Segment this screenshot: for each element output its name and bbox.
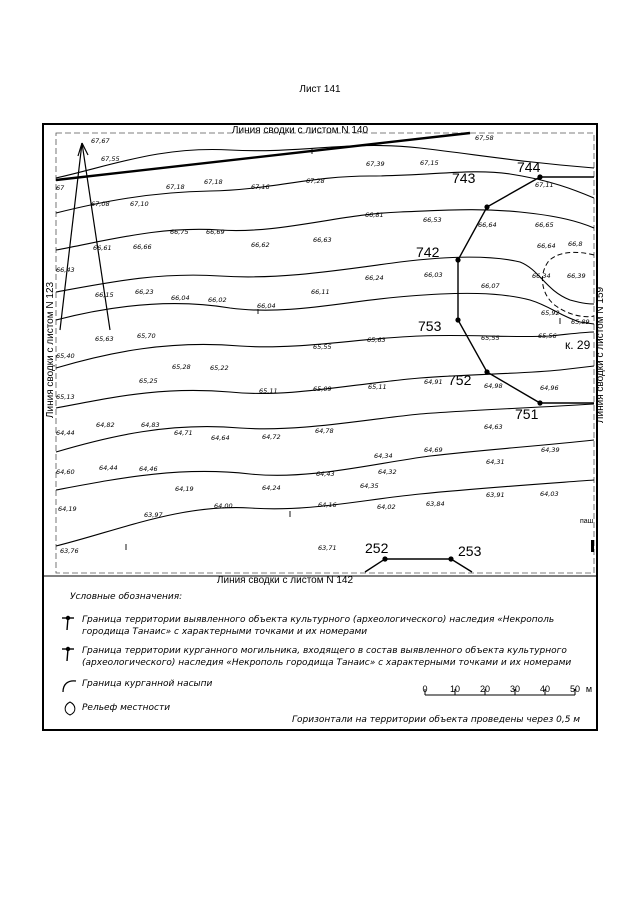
spot-height-label: 67,16 [251,183,270,191]
spot-height-label: 64,46 [139,465,158,473]
edge-mark [591,540,594,552]
legend-item-cemetery-boundary: Граница территории курганного могильника, входящего в состав выявленного объекта культурного (археологического) наследия «Некрополь городища Танаис» с характерными точками и их номерами [82,646,572,668]
sheet-title: Лист 141 [299,84,341,95]
scale-tick-label: 10 [449,684,461,694]
cemetery-boundary-symbol-icon [60,645,80,665]
spot-height-label: 66,02 [208,296,227,304]
legend-item-relief: Рельеф местности [82,703,171,713]
spot-height-label: 66,8 [568,240,583,248]
spot-height-label: 66,23 [135,288,154,296]
spot-height-label: 64,82 [96,421,115,429]
spot-height-label: 64,44 [56,429,75,437]
spot-height-label: 67,08 [91,200,110,208]
scale-tick-label: 40 [539,684,551,694]
point-742 [455,257,460,262]
scale-tick-label: 20 [479,684,491,694]
kurgan-cemetery-boundary [365,559,472,572]
spot-height-label: 65,55 [481,334,500,342]
spot-height-label: 64,98 [484,382,503,390]
spot-height-label: 64,35 [360,482,379,490]
point-744 [537,174,542,179]
site-boundary-symbol-icon [60,614,80,634]
spot-height-label: 63,84 [426,500,445,508]
spot-height-label: 65,40 [56,352,75,360]
spot-height-label: 67,11 [535,181,554,189]
point-label: 753 [418,318,442,334]
spot-height-label: 66,61 [93,244,112,252]
spot-height-label: 64,91 [424,378,443,386]
legend-item-mound-boundary: Граница курганной насыпи [82,679,213,689]
spot-height-label: 63,97 [144,511,163,519]
spot-height-label: 65,13 [56,393,75,401]
spot-height-label: 66,34 [532,272,551,280]
spot-height-label: 64,83 [141,421,160,429]
spot-height-label: 66,63 [313,236,332,244]
spot-height-label: 67,58 [475,134,494,142]
spot-height-label: 67,39 [366,160,385,168]
spot-height-label: 63,76 [60,547,79,555]
spot-height-label: 67 [56,184,65,192]
point-253 [448,556,453,561]
site-boundary [458,177,594,403]
spot-height-label: 66,64 [478,221,497,229]
spot-height-label: 67,15 [420,159,439,167]
spot-height-label: 64,03 [540,490,559,498]
spot-height-label: 65,09 [313,385,332,393]
point-753 [455,317,460,322]
spot-height-label: 66,62 [251,241,270,249]
boundary-points [455,174,542,405]
point-label: 253 [458,543,482,559]
spot-height-label: 65,11 [368,383,387,391]
spot-height-label: 64,39 [541,446,560,454]
spot-height-label: 64,63 [484,423,503,431]
scale-tick-label: 50 [569,684,581,694]
spot-height-label: 66,64 [537,242,556,250]
spot-height-label: 66,39 [567,272,586,280]
scale-tick-label: 30 [509,684,521,694]
spot-height-label: 64,02 [377,503,396,511]
spot-height-label: 64,60 [56,468,75,476]
spot-height-label: 66,11 [311,288,330,296]
spot-height-label: 64,64 [211,434,230,442]
spot-height-label: 64,19 [175,485,194,493]
spot-height-label: 64,72 [262,433,281,441]
legend-title: Условные обозначения: [70,592,183,602]
spot-height-label: 67,18 [204,178,223,186]
spot-height-label: 64,43 [316,470,335,478]
spot-height-label: 64,78 [315,427,334,435]
spot-height-label: 64,44 [99,464,118,472]
point-label: к. 29 [565,338,591,352]
point-252 [382,556,387,561]
spot-height-label: 64,19 [58,505,77,513]
spot-height-label: 64,00 [214,502,233,510]
scale-unit: м [585,684,593,694]
spot-height-label: 66,04 [171,294,190,302]
spot-height-label: 66,43 [56,266,75,274]
spot-height-label: 66,24 [365,274,384,282]
point-label: 744 [517,159,541,175]
spot-height-label: 67,28 [306,177,325,185]
legend-item-site-boundary: Граница территории выявленного объекта культурного (археологического) наследия «Некрополь городища Танаис» с характерными точками и их номерами [82,615,555,637]
spot-height-label: 67,18 [166,183,185,191]
point-752 [484,369,489,374]
mound-boundary-symbol-icon [60,678,82,694]
scale-bar [422,680,582,700]
spot-height-label: 64,24 [262,484,281,492]
spot-height-label: 65,63 [367,336,386,344]
spot-height-label: 66,75 [170,228,189,236]
spot-height-label: 64,34 [374,452,393,460]
contour-interval-note: Горизонтали на территории объекта проведены через 0,5 м [292,715,581,725]
spot-height-label: 66,04 [257,302,276,310]
point-label: 742 [416,244,440,260]
spot-height-label: 65,63 [95,335,114,343]
point-label: 752 [448,372,472,388]
spot-height-label: 65,89 [571,318,590,326]
spot-height-label: 66,15 [95,291,114,299]
spot-height-label: 66,53 [423,216,442,224]
scale-tick-label: 0 [422,684,428,694]
spot-height-label: 67,10 [130,200,149,208]
spot-height-label: 66,03 [424,271,443,279]
spot-height-label: 63,91 [486,491,505,499]
spot-height-label: 65,92 [541,309,560,317]
contour-line [56,480,594,546]
point-743 [484,204,489,209]
spot-height-label: 67,55 [101,155,120,163]
spot-height-label: 66,66 [133,243,152,251]
point-751 [537,400,542,405]
kurgan-mound-boundary [542,252,594,316]
spot-height-label: 64,69 [424,446,443,454]
cropped-text: паш [580,518,594,525]
legend [44,588,596,728]
spot-height-label: 64,16 [318,501,337,509]
spot-height-label: 64,96 [540,384,559,392]
spot-height-label: 64,31 [486,458,505,466]
spot-height-label: 66,07 [481,282,500,290]
spot-height-label: 65,70 [137,332,156,340]
spot-height-label: 64,71 [174,429,193,437]
spot-height-label: 65,56 [538,332,557,340]
point-labels [365,159,591,559]
point-label: 252 [365,540,389,556]
edge-label-left: Линия сводки с листом N 123 [45,281,56,419]
edge-label-bottom: Линия сводки с листом N 142 [216,575,354,586]
contour-line [56,440,594,490]
spot-height-label: 65,25 [139,377,158,385]
point-label: 751 [515,406,539,422]
spot-height-label: 65,22 [210,364,229,372]
spot-height-label: 66,69 [206,228,225,236]
spot-height-label: 63,71 [318,544,337,552]
spot-height-label: 64,32 [378,468,397,476]
spot-height-label: 65,28 [172,363,191,371]
relief-symbol-icon [60,700,82,718]
edge-label-right: Линия сводки с листом N 159 [595,286,606,424]
spot-height-label: 66,65 [535,221,554,229]
spot-height-label: 65,55 [313,343,332,351]
point-label: 743 [452,170,476,186]
spot-height-label: 67,67 [91,137,110,145]
edge-label-top: Линия сводки с листом N 140 [231,125,369,136]
spot-height-label: 65,11 [259,387,278,395]
contour-line [56,293,594,324]
spot-height-label: 66,81 [365,211,384,219]
